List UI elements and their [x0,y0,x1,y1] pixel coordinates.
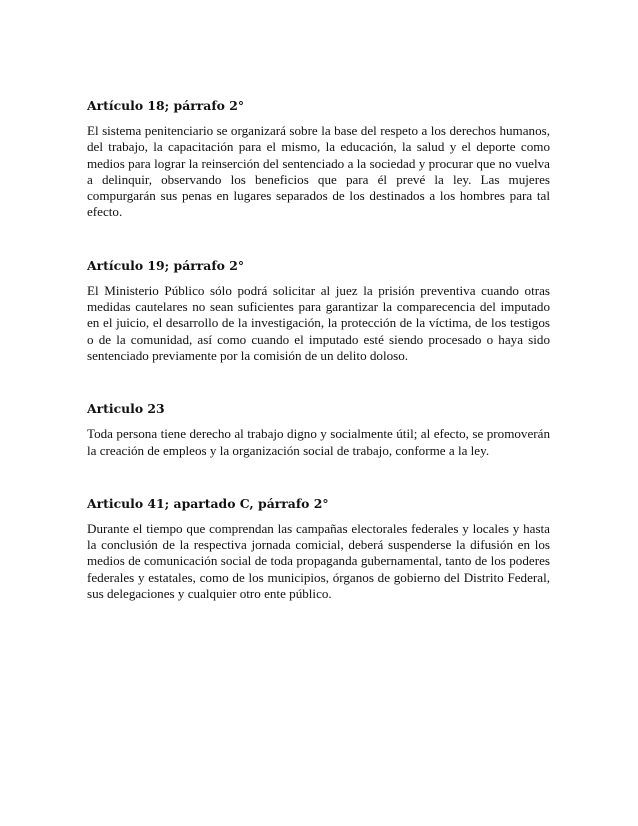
article-41-section [87,496,550,602]
document-body [87,98,550,639]
article-18-section [87,98,550,221]
article-41-heading: Articulo 41; apartado C, párrafo 2° [87,495,329,511]
article-23-heading: Articulo 23 [87,401,165,417]
article-19-heading: Artículo 19; párrafo 2° [87,257,245,273]
article-19-section [87,258,550,364]
article-23-section [87,401,550,459]
article-41-text: Durante el tiempo que comprendan las campañas electorales federales y locales y hasta la conclusión de la respectiva jornada comicial, deberá suspenderse la difusión en los medios de comunicación social de toda propaganda gubernamental, tanto de los poderes federales y estatales, como de los municipios, órganos de gobierno del Distrito Federal, sus delegaciones y cualquier otro ente público. [87,520,550,602]
article-23-text: Toda persona tiene derecho al trabajo digno y socialmente útil; al efecto, se promoverán la creación de empleos y la organización social de trabajo, conforme a la ley. [87,426,550,458]
article-19-text: El Ministerio Público sólo podrá solicitar al juez la prisión preventiva cuando otras medidas cautelares no sean suficientes para garantizar la comparecencia del imputado en el juicio, el desarrollo de la investigación, la protección de la víctima, de los testigos o de la comunidad, así como cuando el imputado esté siendo procesado o haya sido sentenciado previamente por la comisión de un delito doloso. [87,282,550,363]
article-18-heading: Artículo 18; párrafo 2° [87,98,245,113]
article-18-text: El sistema penitenciario se organizará sobre la base del respeto a los derechos humanos, del trabajo, la capacitación para el mismo, la educación, la salud y el deporte como medios para lograr la reinserción del sentenciado a la sociedad y procurar que no vuelva a delinquir, observando los beneficios que para él prevé la ley. Las mujeres compurgarán sus penas en lugares separados de los destinados a los hombres para tal efecto. [87,123,550,220]
